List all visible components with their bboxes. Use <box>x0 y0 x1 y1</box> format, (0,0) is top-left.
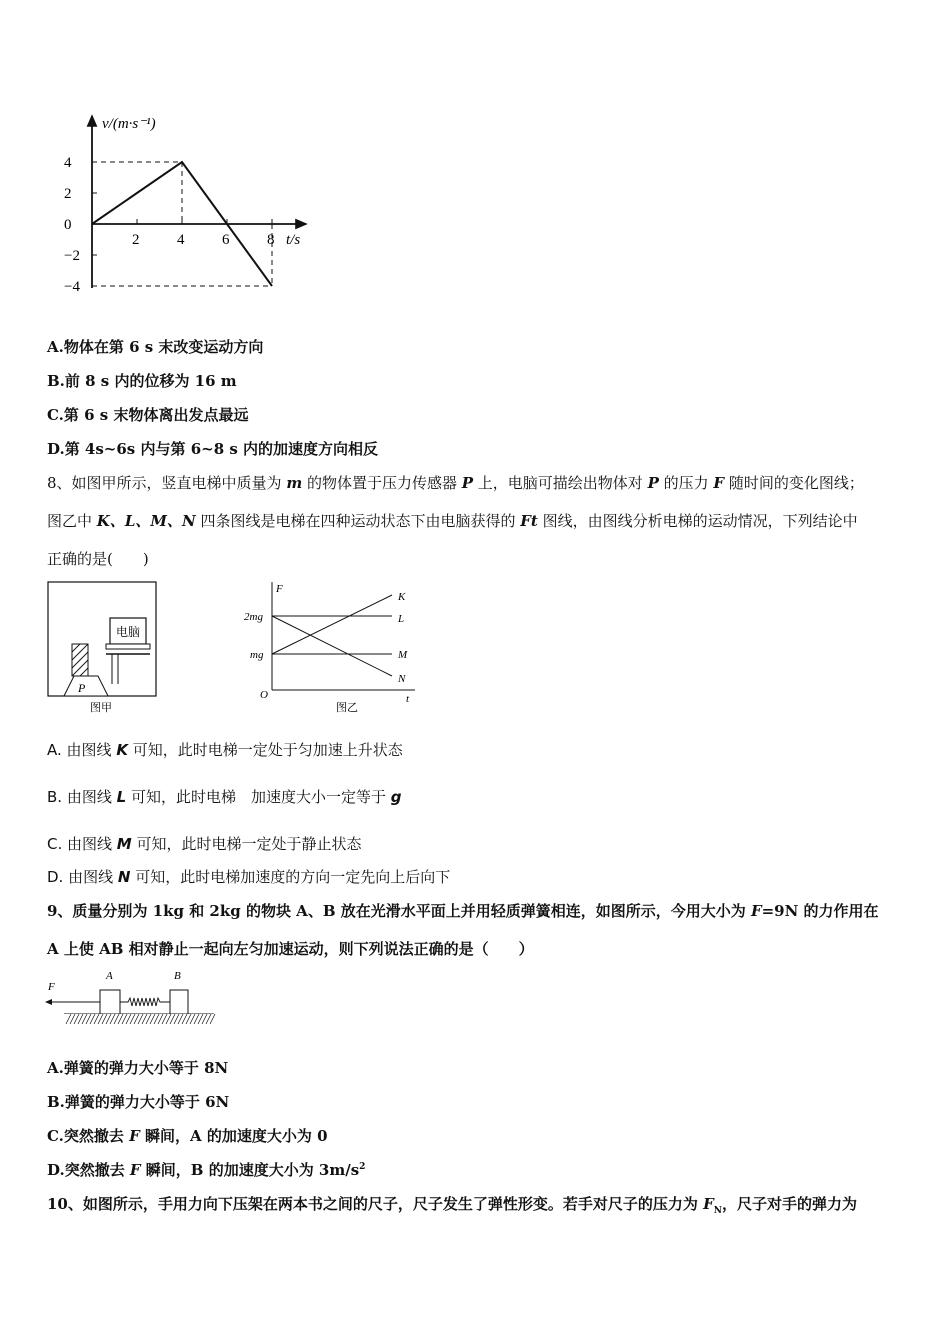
x-tick-label: 8 <box>267 232 275 248</box>
q8-stem-line-3: 正确的是( ) <box>47 550 149 568</box>
k-label: K <box>398 591 406 603</box>
origin-label: O <box>260 689 268 701</box>
figure-jia-caption: 图甲 <box>90 702 112 714</box>
q9-option-c: C.突然撤去 F 瞬间，A 的加速度大小为 0 <box>47 1127 328 1145</box>
spring <box>120 998 170 1006</box>
q9-option-b: B.弹簧的弹力大小等于 6N <box>47 1093 230 1111</box>
y-tick-label: 0 <box>64 217 72 233</box>
y-tick-label: −4 <box>64 279 80 295</box>
block-b-label: B <box>174 970 181 982</box>
force-label: F <box>48 981 55 993</box>
q8-option-d: D. 由图线 N 可知，此时电梯加速度的方向一定先向上后向下 <box>47 868 451 886</box>
q9-option-a: A.弹簧的弹力大小等于 8N <box>47 1059 229 1077</box>
figure-spring-blocks <box>44 966 220 1030</box>
x-axis-label: t/s <box>286 232 301 248</box>
q8-stem-line-1: 8、如图甲所示，竖直电梯中质量为 m 的物体置于压力传感器 P 上，电脑可描绘出物体对 P 的压力 F 随时间的变化图线； <box>47 474 864 492</box>
y-tick-label: −2 <box>64 248 80 264</box>
q9-stem-line-1: 9、质量分别为 1kg 和 2kg 的物块 A、B 放在光滑水平面上并用轻质弹簧相连，如图所示，今用大小为 F=9N 的力作用在 <box>47 902 879 920</box>
q8-option-c: C. 由图线 M 可知，此时电梯一定处于静止状态 <box>47 835 362 853</box>
block-a-label: A <box>106 970 113 982</box>
m-label: M <box>398 649 408 661</box>
velocity-time-graph <box>60 108 320 298</box>
f-axis-label: F <box>276 583 283 595</box>
t-axis-label: t <box>406 693 410 705</box>
x-tick-label: 2 <box>132 232 140 248</box>
figure-yi-caption: 图乙 <box>336 702 358 714</box>
q7-option-a: A.物体在第 6 s 末改变运动方向 <box>47 338 264 356</box>
q7-option-d: D.第 4s~6s 内与第 6~8 s 内的加速度方向相反 <box>47 440 379 458</box>
q7-option-b: B.前 8 s 内的位移为 16 m <box>47 372 237 390</box>
q8-option-b: B. 由图线 L 可知，此时电梯 加速度大小一定等于 g <box>47 788 402 806</box>
q7-option-c: C.第 6 s 末物体离出发点最远 <box>47 406 249 424</box>
q8-stem-line-2: 图乙中 K、L、M、N 四条图线是电梯在四种运动状态下由电脑获得的 Ft 图线，由图线分析电梯的运动情况，下列结论中 <box>47 512 858 530</box>
q10-stem-line-1: 10、如图所示，手用力向下压架在两本书之间的尺子，尺子发生了弹性形变。若手对尺子的压力为 $F_N$，尺子对手的弹力为 <box>47 1195 858 1216</box>
block-a <box>100 990 120 1014</box>
y-tick-label: 4 <box>64 155 72 171</box>
y-tick-label: 2 <box>64 186 72 202</box>
figure-jia-elevator <box>46 580 161 715</box>
sensor-label: P <box>78 681 86 695</box>
q9-stem-line-2: A 上使 AB 相对静止一起向左匀加速运动，则下列说法正确的是（ ） <box>47 940 534 958</box>
mg-label: mg <box>250 649 264 661</box>
computer-label: 电脑 <box>116 625 141 639</box>
block-b <box>170 990 188 1014</box>
y-axis-label: v/(m·s⁻¹) <box>102 116 156 132</box>
x-tick-label: 6 <box>222 232 230 248</box>
2mg-label: 2mg <box>244 611 263 623</box>
q8-option-a: A. 由图线 K 可知，此时电梯一定处于匀加速上升状态 <box>47 741 403 759</box>
l-label: L <box>398 613 405 625</box>
n-label: N <box>398 673 406 685</box>
q9-option-d: D.突然撤去 F 瞬间，B 的加速度大小为 $3m/s^2$ <box>47 1161 366 1179</box>
x-tick-label: 4 <box>177 232 185 248</box>
figure-yi-force-time <box>240 578 425 718</box>
